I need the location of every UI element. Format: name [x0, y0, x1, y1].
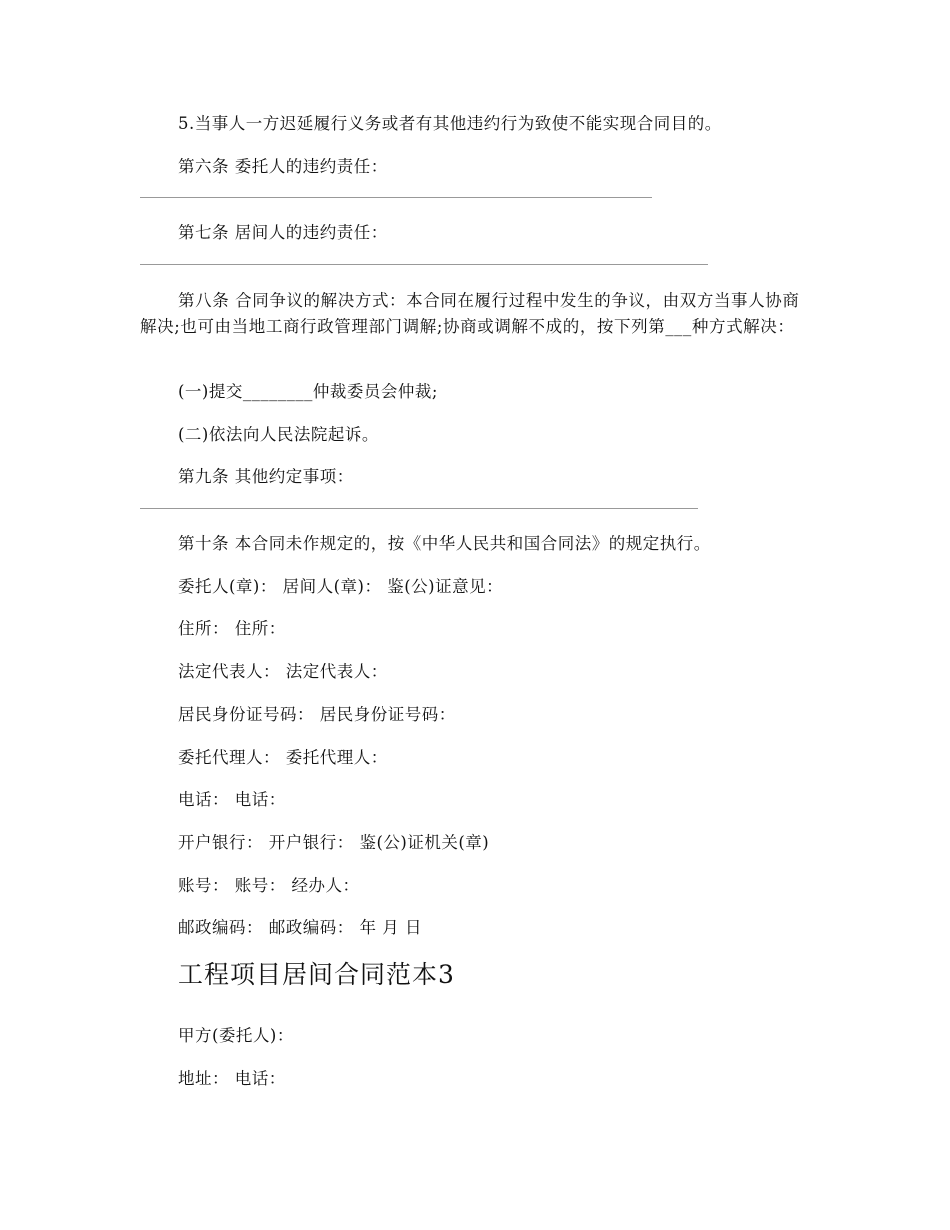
signature-line-8: 账号： 账号： 经办人： [178, 876, 360, 895]
address-phone-line: 地址： 电话： [178, 1069, 286, 1088]
option-2: (二)依法向人民法院起诉。 [178, 425, 379, 444]
signature-line-6: 电话： 电话： [178, 790, 286, 809]
blank-line-art6 [140, 197, 652, 198]
option-1: (一)提交________仲裁委员会仲裁; [178, 382, 438, 401]
party-a-line: 甲方(委托人)： [178, 1026, 294, 1045]
article-7: 第七条 居间人的违约责任： [178, 223, 388, 242]
article-9: 第九条 其他约定事项： [178, 467, 354, 486]
blank-line-art9 [140, 508, 698, 509]
signature-line-7: 开户银行： 开户银行： 鉴(公)证机关(章) [178, 833, 490, 852]
clause-item-5: 5.当事人一方迟延履行义务或者有其他违约行为致使不能实现合同目的。 [178, 114, 722, 133]
section-heading: 工程项目居间合同范本3 [178, 960, 455, 989]
signature-line-4: 居民身份证号码： 居民身份证号码： [178, 705, 456, 724]
article-8: 第八条 合同争议的解决方式：本合同在履行过程中发生的争议，由双方当事人协商解决;也可由当地工商行政管理部门调解;协商或调解不成的，按下列第___种方式解决： [140, 291, 800, 336]
signature-line-3: 法定代表人： 法定代表人： [178, 662, 388, 681]
signature-line-9: 邮政编码： 邮政编码： 年 月 日 [178, 918, 422, 937]
blank-line-art7 [140, 264, 708, 265]
article-10: 第十条 本合同未作规定的，按《中华人民共和国合同法》的规定执行。 [178, 534, 711, 553]
signature-line-1: 委托人(章)： 居间人(章)： 鉴(公)证意见： [178, 577, 504, 596]
signature-line-5: 委托代理人： 委托代理人： [178, 748, 388, 767]
signature-line-2: 住所： 住所： [178, 619, 286, 638]
article-6: 第六条 委托人的违约责任： [178, 157, 388, 176]
